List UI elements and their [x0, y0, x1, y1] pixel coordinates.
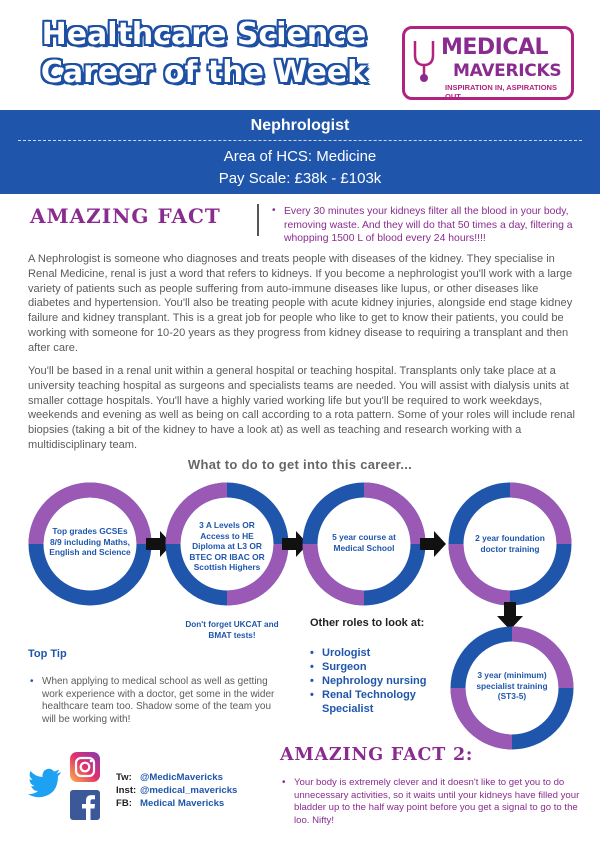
facebook-label: FB:	[116, 797, 132, 809]
other-roles-list	[310, 646, 450, 716]
list-item: • Nephrology nursing	[310, 674, 450, 688]
amazing-fact-2-text: Your body is extremely clever and it doesn't like to get you to do unnecessary activities, so it waits until your kidneys have filled your bladder up to the half way point before you get a signal to go to the loo. Nifty!	[294, 777, 580, 826]
stethoscope-icon	[411, 39, 437, 83]
top-tip-heading: Top Tip	[28, 648, 67, 660]
instagram-handle-link[interactable]: @medical_mavericks	[140, 784, 238, 796]
bullet-icon: •	[272, 205, 276, 216]
amazing-fact-2-heading: AMAZING FACT 2:	[280, 745, 474, 765]
logo-text-medical: MEDICAL	[441, 35, 549, 60]
list-item: • Urologist	[310, 646, 450, 660]
title-line-1: Healthcare Science	[41, 17, 367, 52]
role-area: Area of HCS: Medicine	[223, 148, 377, 165]
bullet-icon: •	[282, 777, 286, 788]
pathway-step-5: 3 year (minimum) specialist training (ST3-5)	[476, 670, 548, 701]
fact-divider	[257, 204, 259, 236]
ukcat-note: Don't forget UKCAT and BMAT tests!	[185, 620, 279, 640]
facebook-page-link[interactable]: Medical Mavericks	[140, 797, 225, 809]
top-tip-text: When applying to medical school as well as getting work experience with a doctor, get some in the wider healthcare team too. Shadow some of the team you will be working with!	[42, 676, 275, 725]
medical-mavericks-logo	[402, 26, 574, 100]
divider	[18, 140, 582, 141]
list-item: • Surgeon	[310, 660, 450, 674]
header	[0, 0, 600, 110]
title-line-2: Career of the Week	[40, 55, 368, 90]
twitter-icon[interactable]	[28, 768, 62, 798]
amazing-fact-text: Every 30 minutes your kidneys filter all the blood in your body, removing waste. And they will do that 50 times a day, filtering a whopping 1500 L of blood every 24 hours!!!!	[284, 206, 573, 244]
pathway-step-3: 5 year course at Medical School	[332, 532, 396, 553]
role-name: Nephrologist	[250, 117, 350, 134]
arrow-down-icon	[497, 602, 523, 630]
pathway-heading: What to do to get into this career...	[187, 457, 413, 472]
pathway-step-2: 3 A Levels OR Access to HE Diploma at L3 OR BTEC OR IBAC OR Scottish Highers	[189, 520, 265, 572]
logo-text-mavericks: MAVERICKS	[453, 61, 562, 81]
role-pay-scale: Pay Scale: £38k - £103k	[218, 170, 382, 187]
social-links	[116, 772, 237, 810]
amazing-fact-heading: AMAZING FACT	[30, 204, 221, 228]
twitter-label: Tw:	[116, 772, 132, 783]
instagram-label: Inst:	[116, 784, 137, 796]
logo-tagline: INSPIRATION IN, ASPIRATIONS OUT	[445, 83, 557, 101]
pathway-step-4: 2 year foundation doctor training	[475, 533, 545, 554]
page-title	[14, 16, 394, 92]
bullet-icon: •	[30, 676, 34, 687]
other-roles-heading: Other roles to look at:	[310, 617, 425, 629]
role-banner	[0, 110, 600, 194]
pathway-step-1: Top grades GCSEs 8/9 including Maths, English and Science	[49, 526, 131, 557]
list-item: • Renal Technology Specialist	[310, 688, 450, 716]
twitter-handle-link[interactable]: @MedicMavericks	[140, 772, 223, 783]
facebook-icon[interactable]	[70, 790, 100, 820]
description-paragraph-2: You'll be based in a renal unit within a general hospital or teaching hospital. Transplants only take place at a university teaching hospital as surgeons and specialists teams are needed. You will assist with dialysis units at smaller cottage hospitals. You'll have a highly varied working life but you'll be required to work weekdays, weekends and evening as well as being on call according to a rota pattern. Some of your roles will include renal biopsies (taking a bit of the kidney to have a look at) as well as teaching and research working with a multidisciplinary team.	[28, 365, 575, 451]
description-paragraph-1: A Nephrologist is someone who diagnoses and treats people with diseases of the kidney. They specialise in Renal Medicine, renal is just a word that refers to kidneys. If you become a nephrologist you'll work with a large variety of patients such as people suffering from auto-immune diseases like lupus, or other diseases like diabetes and hypertension. You'll also be treating people with acute kidney injuries, alongside end stage kidney failure and kidney transplant. This is a great job for people who like to get to know their patients, you could be working with someone for 10-20 years as they progress from kidney disease to requiring a transplant and then after care.	[28, 253, 573, 354]
instagram-icon[interactable]	[70, 752, 100, 782]
